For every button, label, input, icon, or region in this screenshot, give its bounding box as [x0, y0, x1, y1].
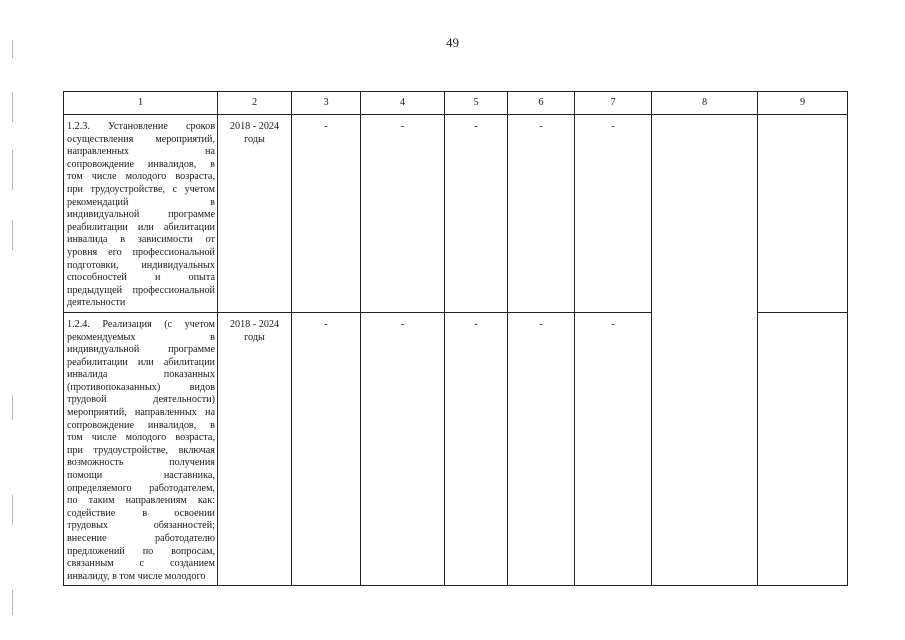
description-line: инвалиду, в том числе молодого: [67, 570, 206, 582]
column-header-2: 2: [218, 92, 292, 115]
description-line: подготовки, индивидуальных: [67, 259, 215, 271]
column-header-9: 9: [758, 92, 848, 115]
scan-margin-mark: [12, 40, 13, 58]
description-line: том числе молодого возраста,: [67, 171, 215, 183]
description-line: мероприятий, направленных на: [67, 407, 215, 419]
value-cell: [445, 115, 508, 313]
description-line: инвалида в зависимости от: [67, 234, 215, 246]
scan-margin-mark: [12, 495, 13, 525]
dash-value: -: [400, 121, 405, 132]
description-cell: [64, 115, 218, 313]
dash-value: -: [324, 121, 328, 132]
description-line: предложений по вопросам,: [67, 545, 215, 557]
value-cell: [361, 312, 445, 585]
column-header-6: 6: [508, 92, 575, 115]
description-line: содействие в освоении: [67, 507, 215, 519]
column-8-merged-cell: [652, 115, 758, 586]
dash-value: -: [324, 318, 328, 330]
description-line: уровня его профессиональной: [67, 246, 215, 258]
column-header-7: 7: [575, 92, 652, 115]
description-text: [64, 115, 217, 312]
description-line: реабилитации или абилитации: [67, 221, 215, 233]
value-cell: [508, 312, 575, 585]
description-line: 1.2.3. Установление сроков: [67, 121, 215, 132]
value-cell: [575, 312, 652, 585]
description-line: при трудоустройстве, включая: [67, 444, 215, 456]
description-line: способностей и опыта: [67, 272, 215, 284]
period-text: 2018 - 2024 годы: [229, 121, 280, 145]
column-header-5: 5: [445, 92, 508, 115]
column-header-3: 3: [292, 92, 361, 115]
description-line: индивидуальной программе: [67, 209, 215, 221]
period-cell: [218, 312, 292, 585]
description-line: трудовых обязанностей;: [67, 520, 215, 532]
column-header-4: 4: [361, 92, 445, 115]
column-9-cell: [758, 312, 848, 585]
description-line: при трудоустройстве, с учетом: [67, 183, 215, 195]
description-line: инвалида показанных: [67, 369, 215, 381]
column-header-8: 8: [652, 92, 758, 115]
dash-value: -: [474, 318, 478, 330]
description-text: [64, 313, 217, 585]
description-line: 1.2.4. Реализация (с учетом: [67, 318, 215, 330]
dash-value: -: [474, 121, 478, 132]
value-cell: [575, 115, 652, 313]
description-line: по таким направлениям как:: [67, 495, 215, 507]
period-cell: [218, 115, 292, 313]
column-header-1: 1: [64, 92, 218, 115]
scan-margin-mark: [12, 395, 13, 420]
value-cell: [508, 115, 575, 313]
description-line: (противопоказанных) видов: [67, 381, 215, 393]
description-line: индивидуальной программе: [67, 344, 215, 356]
description-line: направленных на: [67, 146, 215, 158]
description-line: деятельности: [67, 297, 126, 309]
scan-margin-mark: [12, 150, 13, 190]
description-line: внесение работодателю: [67, 533, 215, 544]
description-line: сопровождение инвалидов, в: [67, 419, 215, 431]
scan-margin-mark: [12, 220, 13, 250]
description-cell: [64, 312, 218, 585]
description-line: осуществления мероприятий,: [67, 133, 215, 145]
description-line: сопровождение инвалидов, в: [67, 158, 215, 170]
description-line: помощи наставника,: [67, 470, 215, 482]
dash-value: -: [539, 318, 543, 330]
scan-margin-mark: [12, 92, 13, 122]
value-cell: [361, 115, 445, 313]
scan-margin-mark: [12, 590, 13, 615]
description-line: определяемого работодателем,: [67, 482, 215, 494]
period-text: 2018 - 2024 годы: [229, 318, 280, 343]
description-line: трудовой деятельности): [67, 394, 215, 406]
description-line: рекомендуемых в: [67, 331, 215, 343]
dash-value: -: [611, 121, 615, 132]
dash-value: -: [611, 318, 615, 330]
value-cell: [445, 312, 508, 585]
description-line: связанным с созданием: [67, 558, 215, 570]
dash-value: -: [539, 121, 543, 132]
column-9-cell: [758, 115, 848, 313]
value-cell: [292, 312, 361, 585]
dash-value: -: [400, 318, 405, 330]
page-number: 49: [446, 35, 459, 50]
measures-table: [63, 91, 848, 586]
description-line: предыдущей профессиональной: [67, 284, 215, 296]
description-line: возможность получения: [67, 457, 215, 469]
value-cell: [292, 115, 361, 313]
description-line: том числе молодого возраста,: [67, 432, 215, 444]
description-line: реабилитации или абилитации: [67, 356, 215, 368]
description-line: рекомендаций в: [67, 196, 215, 208]
table-header-row: [64, 92, 848, 115]
table-row: [64, 115, 848, 313]
